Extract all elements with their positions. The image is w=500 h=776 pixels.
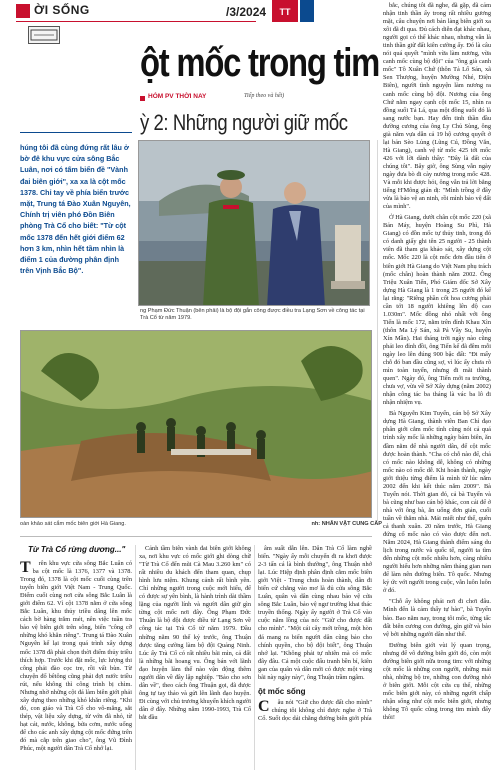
byline: HÓM PV THỜI NAY bbox=[148, 93, 207, 100]
paragraph bbox=[20, 560, 132, 753]
article-column-2 bbox=[139, 545, 251, 722]
section-marker bbox=[16, 4, 30, 18]
photo1-caption: ng Phạm Đức Thuận (bên phải) là bộ đội gắn công được điều tra Lạng Sơn về công tác tại Trà Cổ từ năm 1979. bbox=[140, 308, 365, 321]
paper-logo bbox=[272, 0, 298, 22]
box-rule bbox=[20, 536, 372, 537]
paragraph: âm suất dẫn lên. Dân Trà Cổ làm nghề biển. "Ngày ấy mỗi chuyến đi ra khơi được 2-3 tấn cá là bình thường", ông Thuận nhớ lại. Lúc Hiệp định phân định cắm mốc biên giới Việt - Trung chưa hoàn thành, dân đi biển cứ chẳng vào mơ là đủ cửa sông Bắc Luân, quân và dân cùng nhau bảo vệ cửa sông Bắc Luân, bảo vệ ngư trường khai thác truyền thống. Ngày ấy người ở Trà Cổ vào cuộc năm lồng của nó: "Giữ cho được đất cho mình". "Một cái cây mới trồng, một hòn đá mang ra biển người dân cũng bảo cho chính quyền, cho bộ đội biết", ông Thuận nhớ lại. "Không phải tự nhiên mà có mốc đây đâu. Cả một cuộc đấu tranh bền bỉ, kiên gan của quân và dân mới có được một vùng bãi này ngày này", ông Thuận trầm ngâm. bbox=[258, 545, 372, 681]
drop-cap: T bbox=[20, 560, 31, 576]
drop-cap: C bbox=[258, 697, 270, 715]
page-number bbox=[300, 0, 314, 22]
article-title: ột mốc trong tim bbox=[140, 41, 380, 85]
photo-survey-team bbox=[20, 330, 372, 518]
paragraph: bắc, chúng tôi đã nghe, đã gặp, đã cảm nhận tinh thần ấy trong rất nhiều gương mặt, câu chuyện nơi bản làng biên giới xa xôi đã đi qua. Đủ cách diễn đạt khác nhau, người gọi có thể khác nhau, nhưng vẫn là tinh thần giữ đất kiên cường ấy. Đó là câu nói quá quyết "mình vừa làm nương, vừa canh mốc cùng bộ đội" của "ông già canh mốc" Tô Xuân Chứ (thôn Tả Lố Sán, xã Sen Thượng, huyện Mường Nhé, Điện Biên), người tình nguyện làm nương ra canh mốc cùng bộ đội. Nương của ông Chứ nằm ngay cạnh cột mốc 15, nhìn ra đồng suối Tả Lá, qua một đồng suối đó là sang nước bạn. Hay đến tinh thần đầu đường cương của ông Ly Chủ Sùng, ông già năm vựa dẫn cả 19 hộ cương quyết ở lại bản Sèo Lủng (Lũng Cú, Đồng Văn, Hà Giang), canh vệ từ mốc 425 tới mốc 426 với lời dành thầy: "Đây là đất của chúng tôi". Bây giờ, ông Sùng vẫn ngày ngày đưa bò đi cày nương trong mốc 428. Và mỗi khi được hỏi, ông vẫn trả lời bằng tiếng H'Mông giản dị: "Mình trồng ở đây vừa là bảo vệ an ninh, rồi mình bảo vệ đất của mình". bbox=[383, 2, 491, 211]
article-subtitle: ỳ 2: Những người giữ mốc bbox=[140, 110, 348, 135]
photo2-credit: nh: NHÂN VẬT CUNG CẤP bbox=[311, 521, 382, 527]
photo-two-men bbox=[138, 140, 370, 306]
section-label: ỜI SỐNG bbox=[34, 3, 90, 17]
box-heading: Từ Trà Cổ rừng dương..." bbox=[28, 545, 126, 554]
article-column-3 bbox=[258, 545, 372, 723]
issue-date: /3/2024 bbox=[226, 5, 267, 19]
column-text: rên khu vực cửa sông Bắc Luân có ba cột mốc là 1376, 1377 và 1378. Trong đó, 1378 là cột mốc cuối cùng trên tuyến biên giới Việt Nam - Trung Quốc. Điểm cuối cùng nơi cửa sông Bắc Luân là giới điểm 62. Vì cột 1378 nằm ở cửa sông Bắc Luân, khu thủy triều dâng lên mốc cách bờ hàng trăm mét, nên việc tuần tra bảo vệ biên giới trên sông, biển "công cỡ những khó khăn riêng". Trung tá Đào Xuân Nguyên kể lại trong quá trình xây dựng mốc 1378 đã phải chọn thời điểm thủy triều thích hợp. Trước khi đặt mốc, lực lượng thi công phải đào cọc tre, rồi vất bùn. Từ chuyện đổ bêtông cũng phải đợi nước triều rút, nếu không thì công trình bị chìm. Nhưng nhờ những cột đá làm biên giới phải xây dựng theo những khó khăn riêng. "Khi đó, con giáo và Trà Cổ cho vô-măng, sắt thép, vật liệu xây dựng, từ vớn đã nhỏ, từ hạt cát, nước, không, bửa cơm, nước uống để cho các anh xây dựng cột mốc đứng trên đó mà cắp trên giao cho", ông Vũ Đình Phúc, một người dân Trà Cổ nhớ lại. bbox=[20, 560, 132, 753]
column-divider bbox=[377, 140, 378, 520]
paragraph: Ở Hà Giang, dưới chân cột mốc 220 (xã Bản Máy, huyện Hoàng Su Phì, Hà Giang) có đồn mốc tự thủy tinh, trong đó có danh giấy ghi tên 25 người - 25 thành viên đã tham gia khảo sát, xây dựng cột mốc. Mốc 220 là cột mốc đơn đầu tiên ở biên giới Hà Giang do Việt Nam phụ trách (mốc chẵn) hoàn thành năm 2002. Ông Triệu Xuân Tiến, Phó Giám đốc Sở Xây dựng Hà Giang là 1 trong 25 người đó kể lại rằng: "Riêng phần cốt hoa cương phải cần tới 18 người khiêng lên độ cao 1.030m". Mốc đồng nhỏ nhất với ông Tiến là mốc 172, nằm trên đỉnh Khau Xìn (thôn Ma Lý Sán, xã Pả Vầy Su, huyện Xín Mần). Hai tháng trời ngày nào cũng phải leo đỉnh đồi, ông Tiến kể đã đêm mỗi ngày leo lên đúng 900 bậc đất: "Đi mấy chỗ đó ban đầu cũng sợ, vì lúc ấy chưa rõ mìn toàn tuyến, nhưng đi mãi thành quen". Ngày đó, ông Tiến mới ra trường, chưa vợ, vừa về Sở Xây dựng (năm 2002) nhận công tác ba tháng là vác ba lô đi nhận nhiệm vụ. bbox=[383, 214, 491, 407]
section-heading: ột mốc sống bbox=[258, 686, 306, 696]
paragraph bbox=[258, 699, 372, 723]
paragraph: Bà Nguyễn Kim Tuyến, cán bộ Sở Xây dựng Hà Giang, thành viên Ban Chỉ đạo phân giới cắm mốc tỉnh cũng nói cả quá trình xây mốc là những ngày bám biên, ăn đầm nằm để nhà người dân, để cột mốc được hoàn thành. "Cha có chỗ nào để, chả có mốc nào không dễ, không có những mốc nào có mốc dễ. Khi hoàn thành, ngày giới thiệu từng điểm là mình từ lúc năm 2002 đến khi kết thúc năm 2009". Bà Tuyến nói. Thời gian đó, cả bà Tuyến và bà cũng như bao cán bộ khác, con cái để ở nhà với ông bà, ăn uống đơn giản, cuối tuần về thăm nhà. Mải miết như thế, quên cả thanh xuân. 20 năm trước, Hà Giang đứng cổ mốc nào có vào được đến nơi. Năm 2024, Hà Giang thành điểm sáng du lịch trong nước và quốc tế, người ta tìm đến những cột mốc nhiều hơn, càng nhiều người hiểu hơn những năm tháng gian nan để làm nên đường biên. Tô quốc. Nhưng kỷ ức với người trong cuộc, vẫn luôn luôn ở đó. bbox=[383, 410, 491, 595]
column-divider bbox=[254, 545, 255, 770]
article-column-4 bbox=[383, 2, 491, 722]
column-divider bbox=[135, 545, 136, 770]
sapo-rule bbox=[20, 132, 132, 133]
continued-note: Tiếp theo và hết) bbox=[244, 93, 285, 99]
paragraph: Cảnh tầm biên vành đai biên giới không xa, nơi khu vực có mốc giới ghi dòng chữ "Từ Trà Cổ đến mũi Cà Mau 3.260 km" có rất nhiều du khách đến tham quan, chụp hình lưu niệm. Khung cảnh rất bình yên. Chỉ những người trong cuộc mới hiểu, để có được sự yên bình, là hành trình dài thầm lặng của người lính và người dân giữ gìn từng cột mốc nơi đây. Ông Phạm Đức Thuận là bộ đội được điều từ Lạng Sơn về công tác tại Trà Cổ từ năm 1979. Đầu những năm 90 thế kỷ trước, ông Thuận được tăng cường làm bộ đội Quảng Ninh. Lúc ấy Trà Cổ có rất nhiều bãi mìn, cả đất là những bãi hoang vu. Ông bán với lãnh đạo huyện làm thế nào vận động thêm người dân về đây lập nghiệp. "Bảo cho sơn dân về", theo cách ông Thuận gọi, đã được ông tự tay thảo và gửi lên lãnh đạo huyện. Đi cùng với chủ trương khuyến khích người dân ở đây. Những năm 1990-1993, Trà Cổ bắt đầu bbox=[139, 545, 251, 721]
svg-text:TT: TT bbox=[279, 7, 291, 17]
section-rule bbox=[16, 21, 256, 22]
article-sapo: húng tôi đã cùng đứng rất lâu ở bờ đê khu vực cửa sông Bắc Luân, nơi có tấm biển đề "Vành đai biên giới", xa xa là cột mốc 1378. Chỉ tay về phía biển trước mặt, Trung tá Đào Xuân Nguyên, Chính trị viên phó Đồn Biên phòng Trà Cổ cho biết: "Từ cột mốc 1378 đến hết giới điểm 62 hơn 3 km, nhìn hết tầm nhìn là điểm 1 của đường phân định trên Vịnh Bắc Bộ". bbox=[20, 143, 131, 276]
column-logo bbox=[28, 26, 60, 44]
column-text: âu nói "Giữ cho được đất cho mình" chúng tôi không chỉ được nghe ở Trà Cổ. Suốt dọc dải chăng đường biên giới phía bbox=[258, 698, 372, 722]
paragraph: "Chỗ ấy không phải nơi đi chơi đâu. Mình đến là cảm thấy tự hào", bà Tuyến bảo. Bao năm nay, trong tôi mốc, từng tấc đất biên cương con đường, gìn giữ và bảo vệ bởi những người dân như thế. bbox=[383, 598, 491, 638]
article-column-1 bbox=[20, 560, 132, 753]
byline-marker bbox=[140, 96, 145, 101]
paragraph: Đường biên giới vùi lý quan trọng, nhưng để vô đường biên giới đó, còn một đường biên giới nữa trong tim: với những cột mốc là những con người, những mái nhà, những bộ tre, những con đường nhỏ ở biên giới. Mỗi cột cửa cụ thể, những mốc biên giới này, có những người chấp nhận sống như cột mốc biên giới, nhưng không Tô quốc cũng trong tim mình đấy thôi! bbox=[383, 641, 491, 722]
photo2-caption: oàn khảo sát cắm mốc biên giới Hà Giang. bbox=[20, 521, 126, 527]
